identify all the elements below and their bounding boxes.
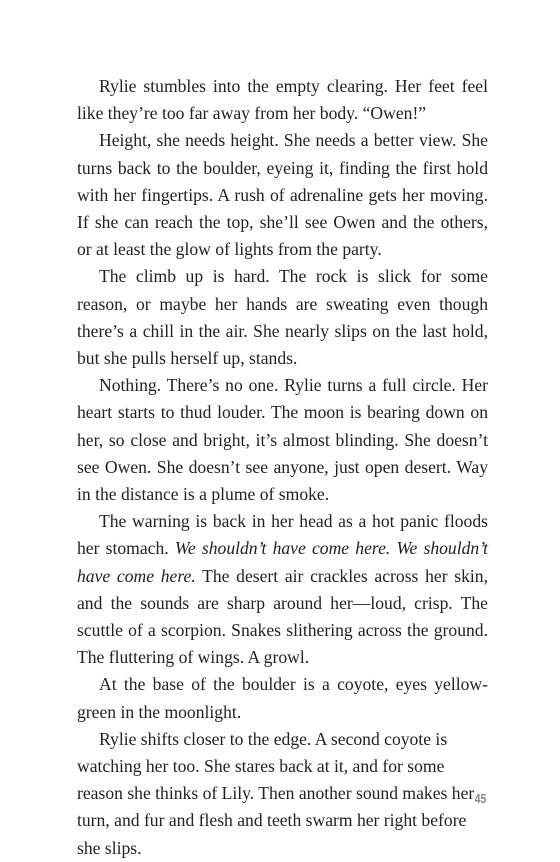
paragraph-1: Rylie stumbles into the empty clearing. Her feet feel like they’re too far away from her body. “Owen!”	[77, 76, 488, 124]
paragraph-2: Height, she needs height. She needs a better view. She turns back to the boulder, eyeing it, finding the first hold with her fingertips. A rush of adrenaline gets her moving. If she can reach the top, she’ll see Owen and the others, or at least the glow of lights from the party.	[77, 130, 488, 260]
paragraph-5-end: The desert air crackles across her skin, and the sounds are sharp around her—loud, crisp. The scuttle of a scorpion. Snakes slithering across the ground. The fluttering of wings. A growl.	[77, 565, 488, 668]
paragraph-5-start: The warning is back in her head as a hot panic floods her stomach.	[77, 511, 488, 559]
page-number: 45	[474, 791, 486, 806]
paragraph-4: Nothing. There’s no one. Rylie turns a full circle. Her heart starts to thud louder. The moon is bearing down on her, so close and bright, it’s almost blinding. She doesn’t see Owen. She doesn’t see anyone, just open desert. Way in the distance is a plume of smoke.	[77, 375, 488, 505]
paragraph-5	[77, 508, 488, 671]
body-text	[77, 73, 488, 862]
paragraph-6: At the base of the boulder is a coyote, eyes yellow-green in the moonlight.	[77, 674, 488, 722]
paragraph-3: The climb up is hard. The rock is slick for some reason, or maybe her hands are sweating even though there’s a chill in the air. She nearly slips on the last hold, but she pulls herself up, stands.	[77, 266, 488, 369]
paragraph-7: Rylie shifts closer to the edge. A second coyote is watching her too. She stares back at it, and for some reason she thinks of Lily. Then another sound makes her turn, and fur and flesh and teeth swarm her right before she slips.	[77, 728, 475, 858]
paragraph-5-italic-thought: We shouldn’t have come here. We shouldn’t have come here.	[77, 538, 488, 586]
